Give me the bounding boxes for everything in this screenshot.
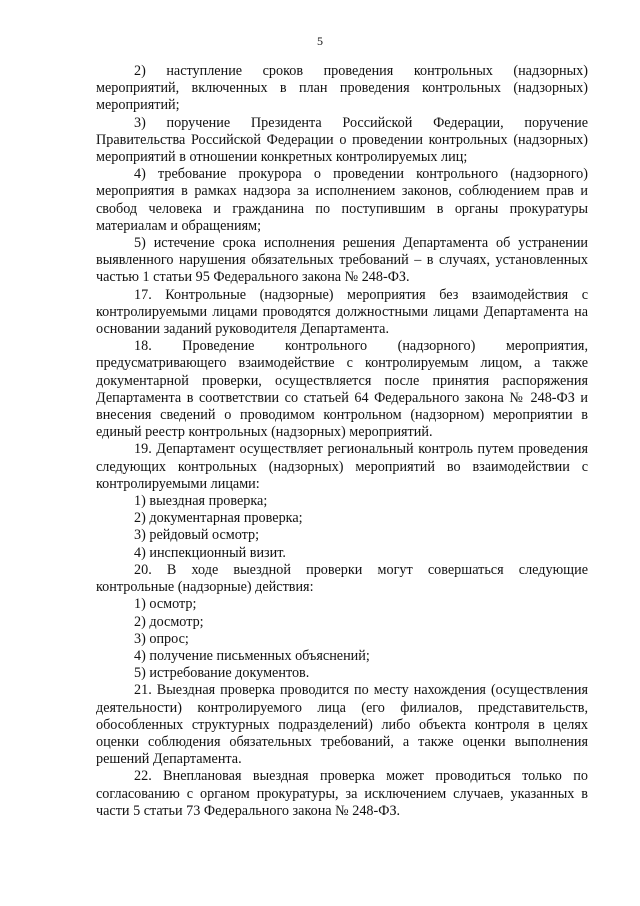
list-item: 1) выездная проверка; (134, 493, 268, 510)
paragraph: 22. Внеплановая выездная проверка может проводиться только по согласованию с органом прокуратуры, за исключением случаев, указанных в части 5 статьи 73 Федерального закона № 248-ФЗ. (96, 768, 588, 819)
page-number: 5 (317, 34, 323, 48)
paragraph: 19. Департамент осуществляет региональный контроль путем проведения следующих контрольных (надзорных) мероприятий во взаимодействии с контролируемыми лицами: (96, 441, 588, 492)
paragraph: 3) поручение Президента Российской Федерации, поручение Правительства Российской Федерации о проведении контрольных (надзорных) мероприятий в отношении конкретных контролируемых лиц; (96, 114, 588, 166)
document-body (96, 63, 588, 820)
list-item: 2) досмотр; (134, 613, 204, 630)
paragraph: 2) наступление сроков проведения контрольных (надзорных) мероприятий, включенных в план проведения контрольных (надзорных) мероприятий; (96, 63, 588, 114)
paragraph: 17. Контрольные (надзорные) мероприятия без взаимодействия с контролируемыми лицами проводятся должностными лицами Департамента на основании заданий руководителя Департамента. (96, 286, 588, 338)
list-item: 5) истребование документов. (134, 665, 310, 682)
paragraph: 20. В ходе выездной проверки могут совершаться следующие контрольные (надзорные) действия: (96, 561, 588, 596)
list-item: 3) рейдовый осмотр; (134, 527, 260, 544)
paragraph: 18. Проведение контрольного (надзорного) мероприятия, предусматривающего взаимодействие с контролируемым лицом, а также документарной проверки, осуществляется после принятия распоряжения Департамента в соответствии со статьей 64 Федерального закона № 248-ФЗ и внесения сведений о проводимом контрольном (надзорном) мероприятии в единый реестр контрольных (надзорных) мероприятий. (96, 338, 588, 441)
list-item: 4) инспекционный визит. (134, 544, 286, 561)
list-item: 3) опрос; (134, 630, 189, 647)
paragraph: 5) истечение срока исполнения решения Департамента об устранении выявленного нарушения обязательных требований – в случаях, установленных частью 1 статьи 95 Федерального закона № 248-ФЗ. (96, 235, 588, 286)
list-item: 1) осмотр; (134, 596, 197, 613)
list-item: 4) получение письменных объяснений; (134, 647, 370, 664)
list-item: 2) документарная проверка; (134, 510, 303, 527)
paragraph: 4) требование прокурора о проведении контрольного (надзорного) мероприятия в рамках надзора за исполнением законов, соблюдением прав и свобод человека и гражданина по поступившим в органы прокуратуры материалам и обращениям; (96, 166, 588, 234)
paragraph: 21. Выездная проверка проводится по месту нахождения (осуществления деятельности) контролируемого лица (его филиалов, представительств, обособленных структурных подразделений) либо объекта контроля в целях оценки соблюдения обязательных требований, а также оценки выполнения решений Департамента. (96, 682, 588, 768)
